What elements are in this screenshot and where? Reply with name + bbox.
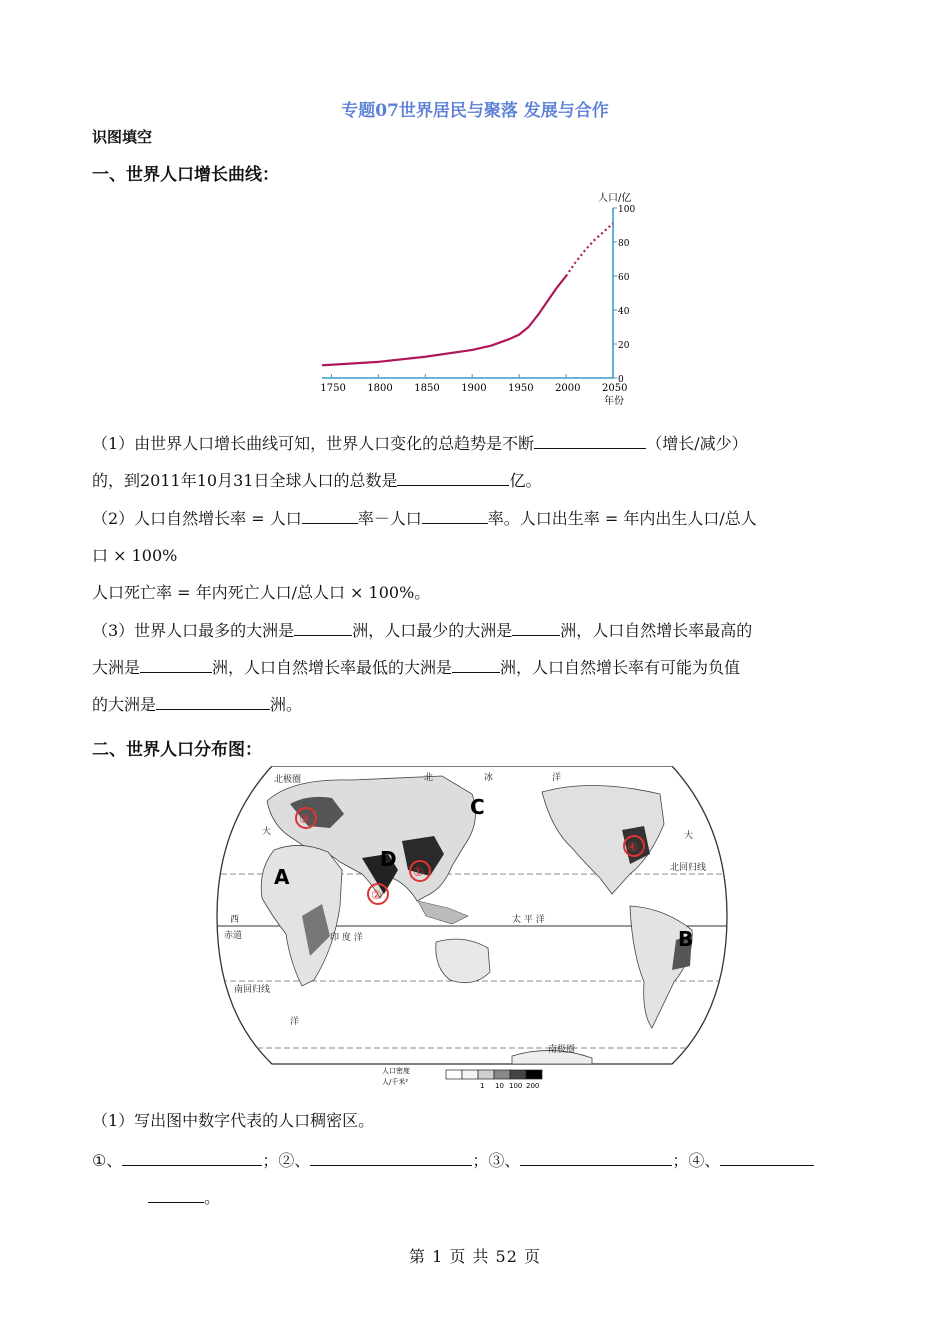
x-tick-label: 1850 — [414, 383, 440, 394]
marker-4-label: ④ — [627, 840, 638, 854]
y-tick-label: 20 — [618, 341, 630, 351]
y-axis-label: 人口/亿 — [598, 193, 632, 204]
x-tick-label: 1900 — [461, 383, 487, 394]
answer-blank[interactable] — [534, 430, 646, 449]
answer-blank[interactable] — [422, 505, 488, 524]
y-tick-label: 80 — [618, 239, 630, 249]
label-ice: 冰 — [484, 773, 494, 783]
answer-blank[interactable] — [294, 617, 352, 636]
answer-blank[interactable] — [397, 467, 509, 486]
x-tick-label: 1800 — [367, 383, 393, 394]
subtitle: 识图填空 — [92, 128, 153, 146]
x-tick-label: 1750 — [320, 383, 346, 394]
legend-swatch-1 — [462, 1070, 478, 1079]
question-2: （2）人口自然增长率 = 人口 率－人口 率。人口出生率 = 年内出生人口/总人 口 × 100% 人口死亡率 = 年内死亡人口/总人口 × 100%。 — [92, 500, 862, 611]
region-label-b: B — [678, 927, 694, 951]
population-line — [322, 276, 566, 365]
legend-value-100: 100 — [509, 1082, 523, 1090]
y-tick-label: 60 — [618, 273, 630, 283]
map-legend — [382, 1066, 542, 1090]
section-heading-1: 一、世界人口增长曲线： — [92, 165, 279, 185]
answer-blank[interactable] — [122, 1147, 262, 1166]
region-label-c: C — [470, 795, 485, 819]
legend-swatch-3 — [494, 1070, 510, 1079]
label-europe: 大 — [262, 827, 272, 837]
answer-blank[interactable] — [310, 1147, 472, 1166]
x-axis-label: 年份 — [604, 396, 624, 407]
label-ocean-top: 洋 — [552, 773, 562, 783]
y-tick-label: 40 — [618, 307, 630, 317]
page-title: 专题07世界居民与聚落 发展与合作 — [341, 101, 609, 121]
answer-blank[interactable] — [720, 1147, 814, 1166]
question-3: （3）世界人口最多的大洲是 洲，人口最少的大洲是 洲，人口自然增长率最高的 大洲是 洲，人口自然增长率最低的大洲是 洲，人口自然增长率有可能为负值 的大洲是 洲。 — [92, 612, 862, 723]
region-label-d: D — [380, 847, 397, 871]
label-tropic-south: 南回归线 — [234, 985, 271, 995]
label-arctic: 北极圈 — [274, 775, 302, 785]
region-label-a: A — [274, 865, 290, 889]
label-indian-ocean: 印 度 洋 — [330, 933, 363, 943]
answer-blank[interactable] — [148, 1184, 204, 1203]
label-antarctic: 南极圈 — [548, 1045, 576, 1055]
answer-blank[interactable] — [156, 691, 270, 710]
y-tick-label: 100 — [618, 205, 636, 215]
legend-swatch-0 — [446, 1070, 462, 1079]
map-question-1-answers: ①、 ；②、 ；③、 ；④、 。 — [92, 1142, 862, 1216]
marker-2-label: ② — [371, 888, 382, 902]
answer-blank[interactable] — [140, 654, 212, 673]
label-north: 北 — [424, 773, 434, 783]
question-1: （1）由世界人口增长曲线可知，世界人口变化的总趋势是不断 （增长/减少） 的，到2011年10月31日全球人口的总数是 亿。 — [92, 425, 862, 499]
x-tick-label: 2050 — [602, 383, 628, 394]
population-growth-chart — [316, 188, 646, 410]
answer-blank[interactable] — [512, 617, 560, 636]
legend-swatch-4 — [510, 1070, 526, 1079]
answer-blank[interactable] — [520, 1147, 672, 1166]
page-footer: 第 1 页 共 52 页 — [409, 1247, 541, 1266]
marker-1-label: ① — [413, 865, 424, 879]
legend-swatch-5 — [526, 1070, 542, 1079]
legend-title-2: 人/千米² — [382, 1078, 409, 1086]
y-tick-label: 0 — [618, 375, 624, 385]
x-tick-label: 1950 — [508, 383, 534, 394]
world-population-map — [212, 766, 732, 1096]
legend-value-1: 1 — [480, 1082, 485, 1090]
marker-3-label: ③ — [299, 812, 310, 826]
map-question-1: （1）写出图中数字代表的人口稠密区。 — [92, 1111, 375, 1130]
label-ocean-bottom: 洋 — [290, 1017, 300, 1027]
label-pacific-ocean: 太 平 洋 — [512, 915, 545, 925]
x-tick-label: 2000 — [555, 383, 581, 394]
answer-blank[interactable] — [302, 505, 358, 524]
label-equator: 赤道 — [224, 931, 243, 941]
section-heading-2: 二、世界人口分布图： — [92, 740, 262, 760]
legend-value-200: 200 — [526, 1082, 540, 1090]
label-tropic-north: 北回归线 — [670, 863, 707, 873]
label-atlantic-right: 大 — [684, 831, 694, 841]
projected-population-line — [566, 223, 613, 276]
legend-title-1: 人口密度 — [382, 1067, 410, 1075]
legend-swatch-2 — [478, 1070, 494, 1079]
answer-blank[interactable] — [452, 654, 500, 673]
label-west: 西 — [230, 915, 240, 925]
legend-value-10: 10 — [495, 1082, 504, 1090]
